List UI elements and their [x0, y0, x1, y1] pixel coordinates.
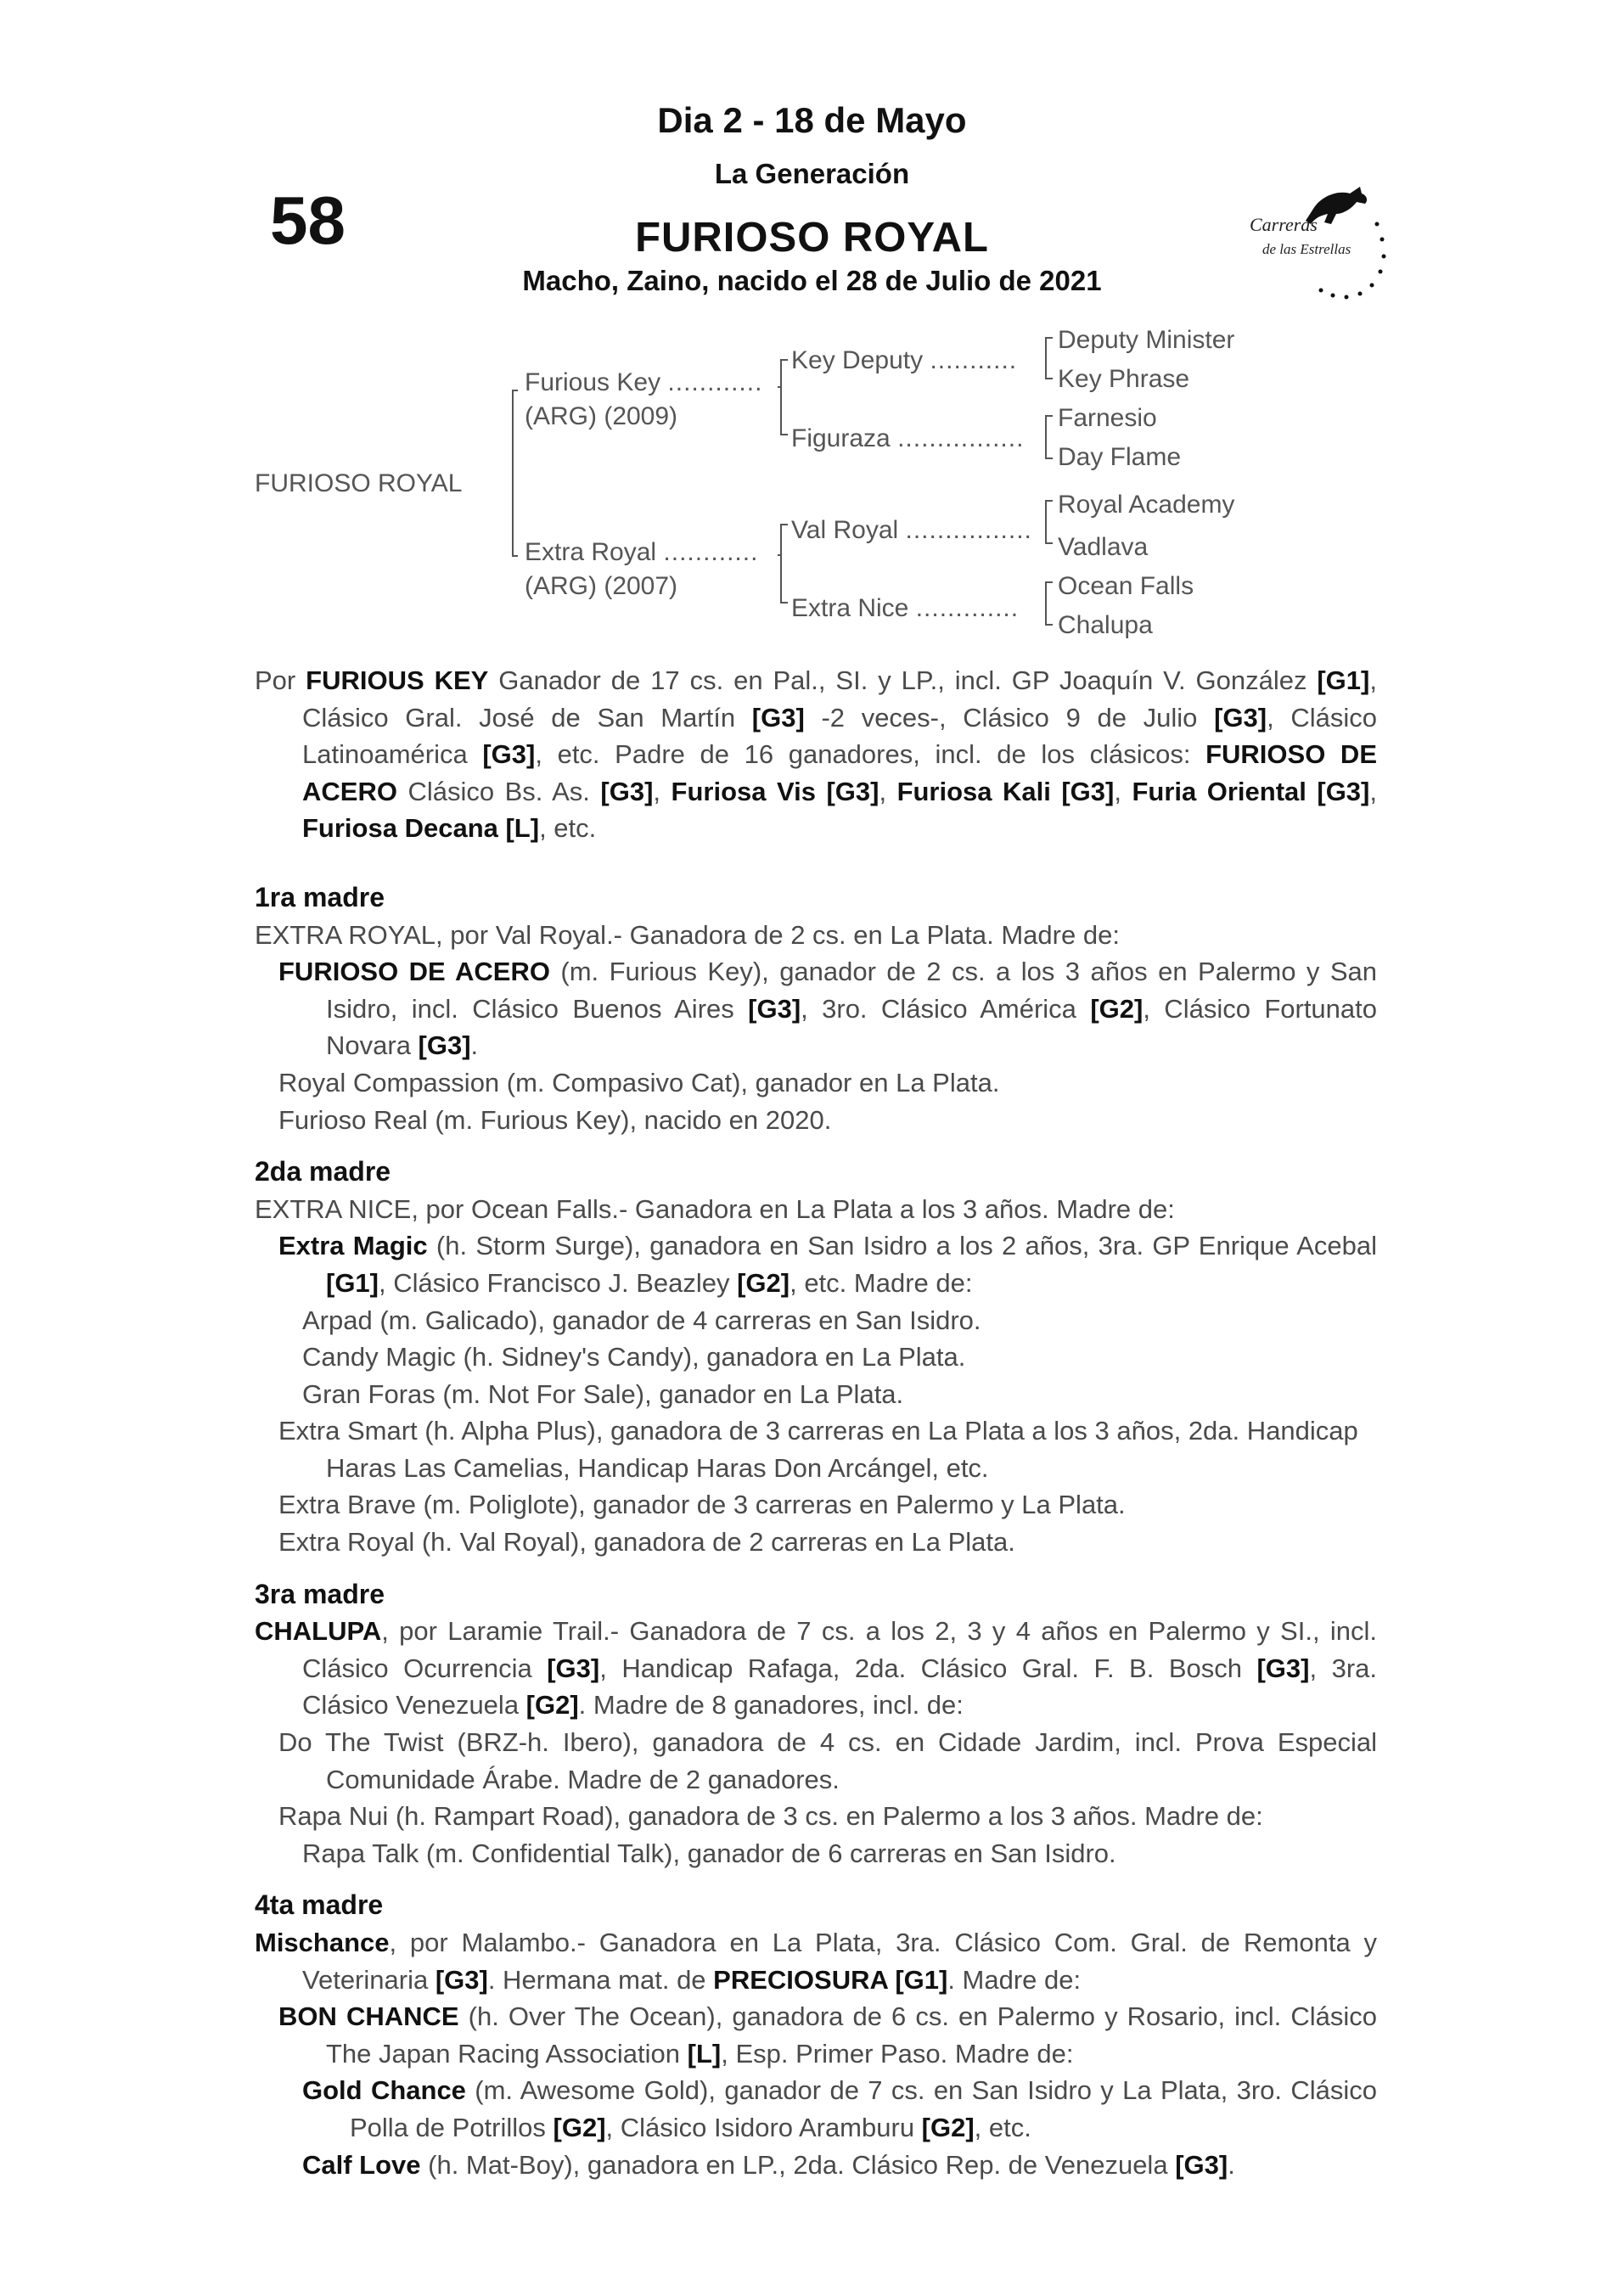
grade-badge: [G3] — [751, 702, 805, 733]
dam2-grandchild-3: Gran Foras (m. Not For Sale), ganador en La Plata. — [302, 1378, 904, 1409]
logo-line1: Carreras — [1250, 214, 1318, 235]
offspring-text: , etc. Madre de: — [790, 1267, 973, 1298]
offspring-name: FURIOSO DE ACERO — [278, 957, 550, 987]
dam4-grandchild-2 — [255, 2147, 1377, 2184]
dam-dam-name: Extra Nice — [791, 594, 909, 622]
offspring-text: , 3ro. Clásico América — [801, 993, 1091, 1024]
pedigree-ggp-2: Key Phrase — [1058, 365, 1190, 393]
sibling-name: PRECIOSURA [G1] — [713, 1964, 948, 1995]
pedigree-sire-sire: Key Deputy ........... — [791, 346, 1018, 374]
grandchild-text: (m. Awesome Gold), ganador de 7 cs. en San Isidro y La Plata, 3ro. Clásico Polla de Potrillos — [350, 2075, 1377, 2142]
por-label: Por — [255, 665, 306, 695]
dam2-offspring-3: Extra Brave (m. Poliglote), ganador de 3 carreras en Palermo y La Plata. — [278, 1490, 1126, 1520]
dam1-offspring-1 — [255, 953, 1377, 1064]
sire-text: , etc. — [539, 813, 597, 844]
sire-text: , — [1369, 776, 1377, 806]
winner-name: FURIOSO DE ACERO — [302, 739, 1377, 806]
grade-badge: [G2] — [921, 2112, 975, 2142]
sire-highlight: FURIOUS KEY — [306, 665, 489, 695]
dam4-name: Mischance — [255, 1928, 390, 1957]
grade-badge: [G2] — [737, 1267, 790, 1298]
pedigree-ggp-8: Chalupa — [1058, 611, 1153, 639]
grade-badge: [G1] — [326, 1267, 379, 1298]
offspring-text: (h. Storm Surge), ganadora en San Isidro a los 2 años, 3ra. GP Enrique Acebal — [427, 1231, 1377, 1261]
grandchild-text: , etc. — [974, 2112, 1031, 2142]
dam2-offspring-4: Extra Royal (h. Val Royal), ganadora de 2 carreras en La Plata. — [278, 1527, 1015, 1558]
grade-badge: [G2] — [553, 2112, 606, 2142]
day-title: Dia 2 - 18 de Mayo — [657, 100, 967, 140]
dam1-offspring-2: Royal Compassion (m. Compasivo Cat), ganador en La Plata. — [278, 1067, 1000, 1097]
dam3-text: , por Laramie Trail.- Ganadora de 7 cs. a los 2, 3 y 4 años en Palermo y SI., incl. Clásico Ocurrencia — [302, 1616, 1377, 1683]
pedigree-bracket-lines — [0, 0, 1624, 662]
pedigree-ggp-5: Royal Academy — [1058, 491, 1235, 519]
grade-badge: [G1] — [1317, 665, 1370, 695]
grade-badge: [G3] — [1175, 2149, 1228, 2180]
grade-badge: [G3] — [418, 1030, 471, 1061]
pedigree-sire: Furious Key ............ — [525, 368, 763, 396]
catalog-number: 58 — [270, 182, 346, 258]
pedigree-sire-origin: (ARG) (2009) — [525, 402, 678, 430]
dam3-text: . Madre de 8 ganadores, incl. de: — [578, 1690, 964, 1721]
dam2-grandchild-1: Arpad (m. Galicado), ganador de 4 carreras en San Isidro. — [302, 1305, 981, 1335]
winner-name: Furiosa Vis [G3] — [671, 776, 879, 806]
winner-name: Furia Oriental [G3] — [1132, 776, 1370, 806]
sire-text: , Clásico Gral. José de San Martín — [302, 665, 1377, 733]
dam4-intro — [255, 1924, 1377, 1998]
sire-sire-name: Key Deputy — [791, 346, 924, 374]
dam4-text: . Hermana mat. de — [487, 1964, 714, 1995]
offspring-text: (h. Over The Ocean), ganadora de 6 cs. en Palermo y Rosario, incl. Clásico The Japan Racing Association — [326, 2001, 1377, 2069]
grade-badge: [G3] — [482, 739, 536, 770]
sire-text: -2 veces-, Clásico 9 de Julio — [804, 702, 1215, 733]
dam2-intro: EXTRA NICE, por Ocean Falls.- Ganadora en La Plata a los 3 años. Madre de: — [255, 1193, 1175, 1224]
pedigree-ggp-3: Farnesio — [1058, 404, 1157, 432]
sire-text: Clásico Bs. As. — [396, 776, 601, 806]
sire-text: , — [653, 776, 672, 806]
pedigree-ggp-4: Day Flame — [1058, 443, 1182, 471]
pedigree-dam-origin: (ARG) (2007) — [525, 572, 678, 600]
dam3-text: , 3ra. Clásico Venezuela — [302, 1653, 1377, 1721]
sire-text: , — [1114, 776, 1132, 806]
dam4-text: , por Malambo.- Ganadora en La Plata, 3ra. Clásico Com. Gral. de Remonta y Veterinaria — [302, 1928, 1377, 1995]
dam3-name: CHALUPA — [255, 1616, 382, 1647]
pedigree-ggp-1: Deputy Minister — [1058, 326, 1235, 354]
dam1-intro: EXTRA ROYAL, por Val Royal.- Ganadora de 2 cs. en La Plata. Madre de: — [255, 919, 1120, 950]
pedigree-dam-dam: Extra Nice ............. — [791, 594, 1020, 622]
offspring-text: , Clásico Fortunato Novara — [326, 993, 1378, 1061]
dam1-offspring-3: Furioso Real (m. Furious Key), nacido en 2020. — [278, 1104, 832, 1135]
dam-sire-name: Val Royal — [791, 516, 899, 544]
pedigree-ggp-6: Vadlava — [1058, 533, 1149, 561]
offspring-text: , Esp. Primer Paso. Madre de: — [721, 2038, 1074, 2069]
dam3-heading: 3ra madre — [255, 1578, 385, 1609]
sire-text: , — [879, 776, 897, 806]
dam3-text: , Handicap Rafaga, 2da. Clásico Gral. F. B. Bosch — [599, 1653, 1257, 1683]
sire-text: , etc. Padre de 16 ganadores, incl. de los clásicos: — [535, 739, 1206, 770]
dam1-heading: 1ra madre — [255, 881, 385, 912]
pedigree-dam: Extra Royal ............ — [525, 538, 759, 566]
winner-name: Furiosa Kali [G3] — [896, 776, 1115, 806]
dam4-text: . Madre de: — [947, 1964, 1082, 1995]
grade-badge: [G3] — [435, 1964, 488, 1995]
grade-badge: [G2] — [525, 1690, 579, 1721]
dam4-heading: 4ta madre — [255, 1889, 384, 1921]
sire-paragraph — [255, 662, 1377, 847]
grade-badge: [G2] — [1090, 993, 1144, 1024]
dam3-intro — [255, 1613, 1377, 1724]
winner-name: Furiosa Decana [L] — [302, 813, 540, 844]
race-category: La Generación — [714, 158, 910, 189]
sire-text: , Clásico Latinoamérica — [302, 702, 1377, 770]
catalog-body — [255, 662, 1377, 2183]
logo-line2: de las Estrellas — [1262, 241, 1351, 257]
horse-name: FURIOSO ROYAL — [635, 215, 989, 261]
offspring-text: (m. Furious Key), ganador de 2 cs. a los 3 años en Palermo y San Isidro, incl. Clásico Buenos Aires — [326, 957, 1377, 1024]
horse-description: Macho, Zaino, nacido el 28 de Julio de 2021 — [522, 265, 1102, 296]
dam4-grandchild-1 — [255, 2072, 1377, 2146]
pedigree-subject: FURIOSO ROYAL — [255, 469, 463, 497]
dam2-offspring-2: Extra Smart (h. Alpha Plus), ganadora de 3 carreras en La Plata a los 3 años, 2da. Handicap Haras Las Camelias, Handicap Haras Don Arcángel, etc. — [278, 1416, 1358, 1483]
grade-badge: [G3] — [1256, 1653, 1310, 1683]
offspring-text: , Clásico Francisco J. Beazley — [379, 1267, 738, 1298]
sire-dam-name: Figuraza — [791, 424, 891, 452]
offspring-text: . — [470, 1030, 479, 1061]
grandchild-text: , Clásico Isidoro Aramburu — [605, 2112, 922, 2142]
grade-badge: [G3] — [600, 776, 654, 806]
dam-name: Extra Royal — [525, 538, 657, 566]
dam3-offspring-2: Rapa Nui (h. Rampart Road), ganadora de 3 cs. en Palermo a los 3 años. Madre de: — [278, 1801, 1263, 1832]
pedigree-dam-sire: Val Royal ................ — [791, 516, 1032, 544]
dam2-grandchild-2: Candy Magic (h. Sidney's Candy), ganadora en La Plata. — [302, 1342, 966, 1373]
grade-badge: [G3] — [1214, 702, 1267, 733]
offspring-name: BON CHANCE — [278, 2001, 459, 2032]
dam3-offspring-1: Do The Twist (BRZ-h. Ibero), ganadora de 4 cs. en Cidade Jardim, incl. Prova Especial Comunidade Árabe. Madre de 2 ganadores. — [278, 1727, 1377, 1794]
dam3-grandchild-1: Rapa Talk (m. Confidential Talk), ganador de 6 carreras en San Isidro. — [302, 1838, 1116, 1868]
grade-badge: [G3] — [547, 1653, 600, 1683]
offspring-name: Extra Magic — [278, 1231, 428, 1261]
pedigree-ggp-7: Ocean Falls — [1058, 572, 1194, 600]
grandchild-text: . — [1228, 2149, 1235, 2180]
grandchild-name: Gold Chance — [302, 2075, 466, 2106]
dam2-offspring-1 — [255, 1227, 1377, 1301]
grade-badge: [L] — [687, 2038, 722, 2069]
dam2-heading: 2da madre — [255, 1156, 391, 1187]
pedigree-sire-dam: Figuraza ................ — [791, 424, 1025, 452]
sire-text: Ganador de 17 cs. en Pal., SI. y LP., incl. GP Joaquín V. González — [488, 665, 1318, 695]
grandchild-name: Calf Love — [302, 2149, 421, 2180]
dam4-offspring-1 — [255, 1998, 1377, 2072]
sire-name: Furious Key — [525, 368, 661, 396]
grade-badge: [G3] — [748, 993, 801, 1024]
grandchild-text: (h. Mat-Boy), ganadora en LP., 2da. Clásico Rep. de Venezuela — [420, 2149, 1176, 2180]
